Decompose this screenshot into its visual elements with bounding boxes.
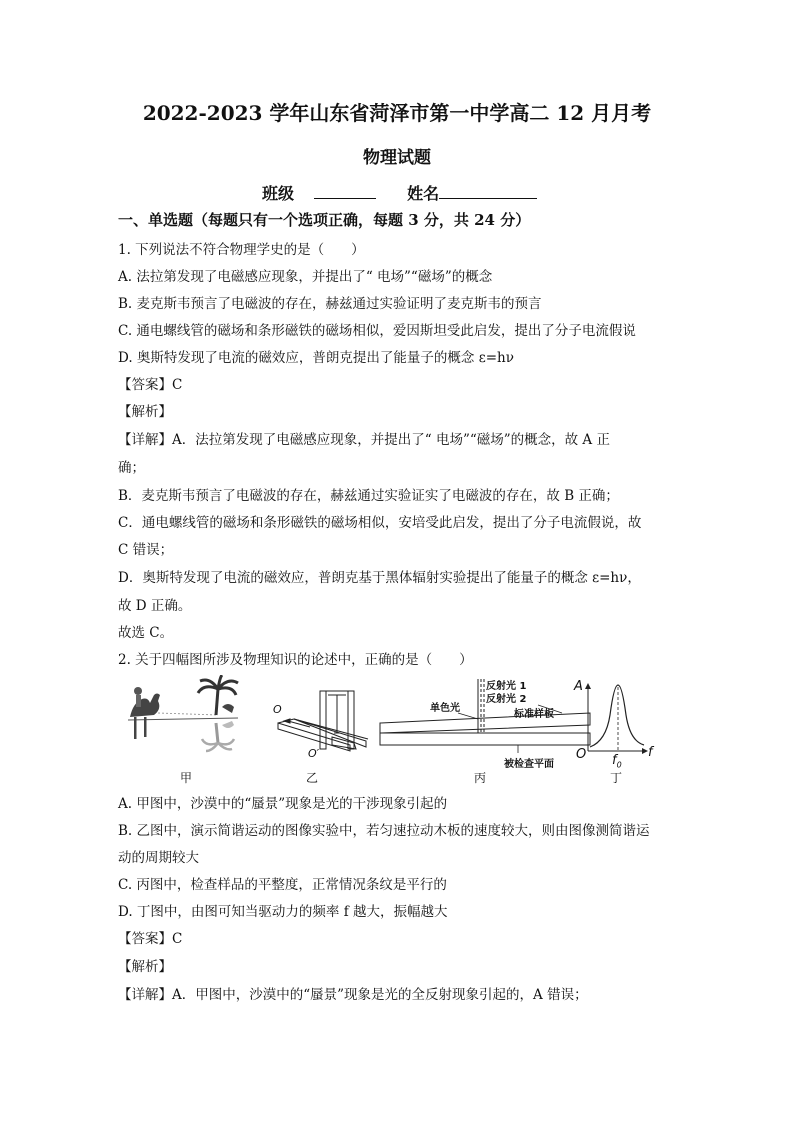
- q2-analysis: 【解析】: [118, 959, 172, 975]
- exam-title: 2022-2023 学年山东省菏泽市第一中学高二 12 月月考: [142, 101, 652, 125]
- fig-bing-mono: 单色光: [430, 703, 460, 714]
- q2-stem: 2. 关于四幅图所涉及物理知识的论述中，正确的是（ ）: [118, 652, 473, 668]
- q1-stem: 1. 下列说法不符合物理学史的是（ ）: [118, 242, 365, 258]
- exam-subtitle: 物理试题: [363, 148, 431, 168]
- fig-caption-yi: 乙: [306, 771, 319, 785]
- fig-ding-axis-a: A: [574, 679, 583, 694]
- fig-ding-f0-main: f: [612, 753, 617, 768]
- class-name-line: [262, 181, 537, 204]
- q2-option-b1: B. 乙图中，演示简谐运动的图像实验中，若匀速拉动木板的速度较大，则由图像测简谐运: [118, 823, 650, 839]
- name-blank: [439, 184, 537, 199]
- q1-detail-d2: 故 D 正确。: [118, 598, 192, 614]
- fig-ding-f0-sub: 0: [616, 760, 622, 770]
- fig-yi-label-o-prime: O′: [308, 747, 320, 760]
- q1-detail-d1: D．奥斯特发现了电流的磁效应，普朗克基于黑体辐射实验提出了能量子的概念 ε=hν，: [118, 570, 641, 586]
- fig-bing-reflect2: 反射光 2: [486, 694, 527, 705]
- q1-detail-a1: 【详解】A．法拉第发现了电磁感应现象，并提出了“ 电场”“磁场”的概念，故 A 正: [118, 432, 610, 448]
- q1-conclusion: 故选 C。: [118, 625, 174, 641]
- fig-caption-ding: 丁: [610, 771, 623, 785]
- fig-bing-inspected: 被检查平面: [504, 759, 554, 770]
- fig-caption-jia: 甲: [180, 771, 193, 785]
- fig-ding-axis-f: f: [648, 745, 653, 760]
- class-blank: [314, 184, 376, 199]
- section-heading: 一、单选题（每题只有一个选项正确，每题 3 分，共 24 分）: [118, 211, 531, 229]
- q2-option-a: A. 甲图中，沙漠中的“蜃景”现象是光的干涉现象引起的: [118, 796, 448, 812]
- q1-option-c: C. 通电螺线管的磁场和条形磁铁的磁场相似，爱因斯坦受此启发，提出了分子电流假说: [118, 323, 636, 339]
- q1-detail-a2: 确；: [118, 460, 145, 476]
- fig-ding-f0: [612, 753, 622, 770]
- q1-option-b: B. 麦克斯韦预言了电磁波的存在，赫兹通过实验证明了麦克斯韦的预言: [118, 296, 542, 312]
- fig-caption-bing: 丙: [474, 771, 487, 785]
- fig-bing-reflect1: 反射光 1: [486, 681, 527, 692]
- q1-answer: 【答案】C: [118, 377, 183, 393]
- figure-bing-interference: [380, 679, 590, 753]
- name-label: 姓名: [407, 184, 440, 203]
- fig-ding-origin: O: [576, 747, 587, 762]
- fig-yi-label-o: O: [273, 703, 282, 716]
- figure-ding-resonance: [585, 683, 648, 754]
- q1-option-a: A. 法拉第发现了电磁感应现象，并提出了“ 电场”“磁场”的概念: [118, 269, 493, 285]
- q2-option-c: C. 丙图中，检查样品的平整度，正常情况条纹是平行的: [118, 877, 447, 893]
- q1-detail-c1: C．通电螺线管的磁场和条形磁铁的磁场相似，安培受此启发，提出了分子电流假说，故: [118, 515, 642, 531]
- fig-bing-standard: 标准样板: [514, 709, 554, 720]
- q1-option-d: D. 奥斯特发现了电流的磁效应，普朗克提出了能量子的概念 ε=hν: [118, 350, 514, 366]
- q2-option-b2: 动的周期较大: [118, 850, 199, 866]
- class-label: 班级: [262, 184, 295, 203]
- q1-detail-c2: C 错误；: [118, 542, 174, 558]
- q2-answer: 【答案】C: [118, 931, 183, 947]
- figure-jia-mirage: [128, 675, 238, 751]
- q1-detail-b: B．麦克斯韦预言了电磁波的存在，赫兹通过实验证实了电磁波的存在，故 B 正确；: [118, 488, 619, 504]
- q1-analysis: 【解析】: [118, 404, 172, 420]
- q2-figure-svg: [118, 675, 678, 785]
- q2-option-d: D. 丁图中，由图可知当驱动力的频率 f 越大，振幅越大: [118, 904, 448, 920]
- figure-yi-pendulum: [278, 691, 368, 751]
- q2-figures: [118, 675, 678, 785]
- q2-detail: 【详解】A．甲图中，沙漠中的“蜃景”现象是光的全反射现象引起的，A 错误；: [118, 987, 588, 1003]
